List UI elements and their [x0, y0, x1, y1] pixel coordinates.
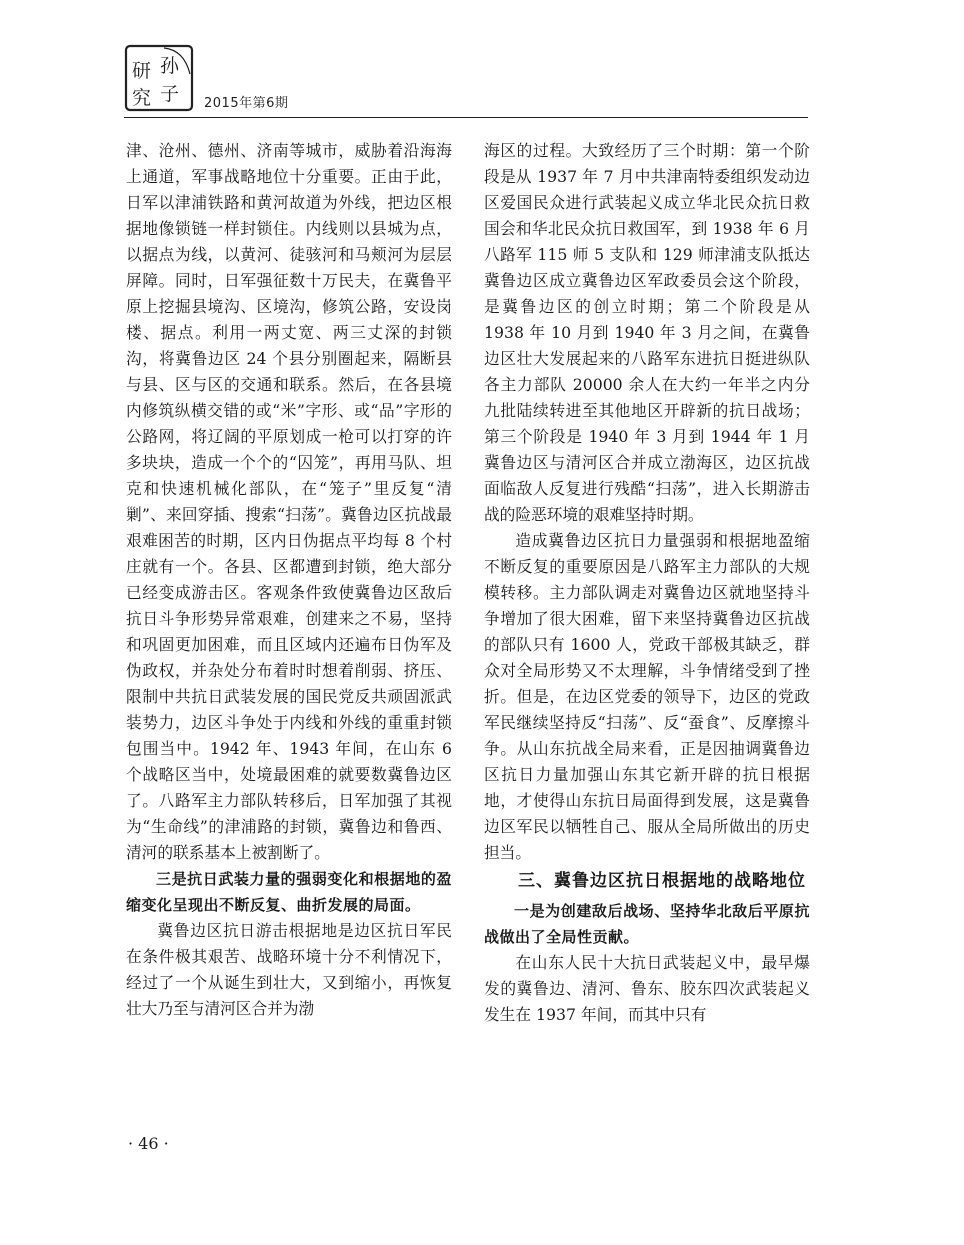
- svg-text:孙: 孙: [160, 55, 180, 77]
- section-heading: 三、冀鲁边区抗日根据地的战略地位: [518, 871, 806, 891]
- svg-text:究: 究: [132, 87, 152, 109]
- subheading-paragraph: 一是为创建敌后战场、坚持华北敌后平原抗战做出了全局性贡献。: [484, 902, 810, 946]
- right-column: [484, 138, 810, 1028]
- paragraph: 津、沧州、德州、济南等城市，威胁着沿海海上通道，军事战略地位十分重要。正由于此，日军以津浦铁路和黄河故道为外线，把边区根据地像锁链一样封锁住。内线则以县城为点，以据点为线，以黄河、徒骇河和马颊河为层层屏障。同时，日军强征数十万民夫，在冀鲁平原上挖掘县境沟、区境沟，修筑公路，安设岗楼、据点。利用一两丈宽、两三丈深的封锁沟，将冀鲁边区 24 个县分别圈起来，隔断县与县、区与区的交通和联系。然后，在各县境内修筑纵横交错的或“米”字形、或“品”字形的公路网，将辽阔的平原划成一枪可以打穿的许多块块，造成一个个的“囚笼”，再用马队、坦克和快速机械化部队，在“笼子”里反复“清剿”、来回穿插、搜索“扫荡”。冀鲁边区抗战最艰难困苦的时期，区内日伪据点平均每 8 个村庄就有一个。各县、区都遭到封锁，绝大部分已经变成游击区。客观条件致使冀鲁边区敌后抗日斗争形势异常艰难，创建来之不易，坚持和巩固更加困难，而且区域内还遍布日伪军及伪政权，并杂处分布着时时想着削弱、挤压、限制中共抗日武装发展的国民党反共顽固派武装势力，边区斗争处于内线和外线的重重封锁包围当中。1942 年、1943 年间，在山东 6 个战略区当中，处境最困难的就要数冀鲁边区了。八路军主力部队转移后，日军加强了其视为“生命线”的津浦路的封锁，冀鲁边和鲁西、清河的联系基本上被割断了。: [126, 141, 452, 862]
- page-number: · 46 ·: [128, 1134, 169, 1153]
- header-rule: [124, 117, 808, 118]
- svg-text:研: 研: [132, 60, 152, 82]
- paragraph: 冀鲁边区抗日游击根据地是边区抗日军民在条件极其艰苦、战略环境十分不利情况下，经过了一个从诞生到壮大，又到缩小，再恢复壮大乃至与清河区合并为渤: [126, 921, 452, 1018]
- left-column: [126, 138, 452, 1022]
- paragraph: 造成冀鲁边区抗日力量强弱和根据地盈缩不断反复的重要原因是八路军主力部队的大规模转移。主力部队调走对冀鲁边区就地坚持斗争增加了很大困难，留下来坚持冀鲁边区抗战的部队只有 1600 人，党政干部极其缺乏，群众对全局形势又不太理解，斗争情绪受到了挫折。但是，在边区党委的领导下，边区的党政军民继续坚持反“扫荡”、反“蚕食”、反摩擦斗争。从山东抗战全局来看，正是因抽调冀鲁边区抗日力量加强山东其它新开辟的抗日根据地，才使得山东抗日局面得到发展，这是冀鲁边区军民以牺牲自己、服从全局所做出的历史担当。: [484, 531, 810, 862]
- issue-label: 2015年第6期: [204, 96, 289, 111]
- subheading-paragraph: 三是抗日武装力量的强弱变化和根据地的盈缩变化呈现出不断反复、曲折发展的局面。: [126, 870, 452, 914]
- paragraph: 海区的过程。大致经历了三个时期：第一个阶段是从 1937 年 7 月中共津南特委组织发动边区爱国民众进行武装起义成立华北民众抗日救国会和华北民众抗日救国军，到 1938 年 6 月八路军 115 师 5 支队和 129 师津浦支队抵达冀鲁边区成立冀鲁边区军政委员会这个阶段，是冀鲁边区的创立时期；第二个阶段是从 1938 年 10 月到 1940 年 3 月之间，在冀鲁边区壮大发展起来的八路军东进抗日挺进纵队各主力部队 20000 余人在大约一年半之内分九批陆续转进至其他地区开辟新的抗日战场；第三个阶段是 1940 年 3 月到 1944 年 1 月冀鲁边区与清河区合并成立渤海区，边区抗战面临敌人反复进行残酷“扫荡”，进入长期游击战的险恶环境的艰难坚持时期。: [484, 141, 810, 524]
- journal-logo: [124, 44, 194, 112]
- paragraph: 在山东人民十大抗日武装起义中，最早爆发的冀鲁边、清河、鲁东、胶东四次武装起义发生在 1937 年间，而其中只有: [484, 953, 810, 1024]
- svg-text:子: 子: [160, 83, 180, 105]
